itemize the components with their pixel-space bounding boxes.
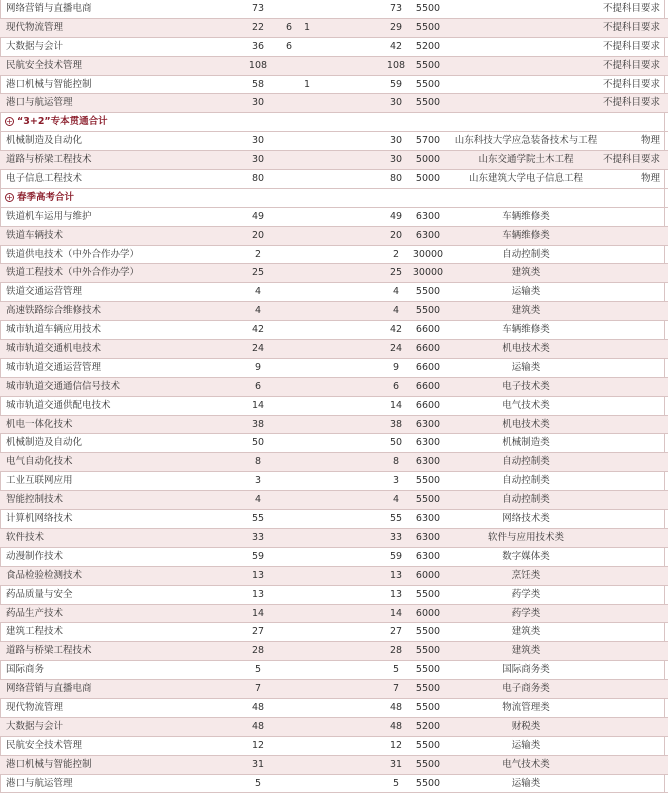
table-row (0, 264, 668, 283)
plan-count: 4 (392, 305, 400, 317)
plan-total: 31 (251, 758, 265, 770)
table-row (0, 321, 668, 340)
tuition-fee: 5500 (415, 59, 441, 71)
major-name: 城市轨道交通运营管理 (6, 361, 102, 373)
subject-requirement: 物理 (640, 173, 660, 185)
exam-category: 建筑类 (511, 305, 541, 317)
exam-category: 自动控制类 (502, 456, 550, 468)
extra-a: 6 (285, 40, 293, 52)
tuition-fee: 6300 (415, 513, 441, 525)
exam-category: 车辆维修类 (502, 324, 550, 336)
major-name: 港口与航运管理 (6, 97, 73, 109)
tuition-fee: 6300 (415, 456, 441, 468)
plan-total: 36 (251, 40, 265, 52)
major-name: 城市轨道交通供配电技术 (6, 399, 111, 411)
table-row (0, 94, 668, 113)
plan-count: 6 (392, 380, 400, 392)
table-row (0, 529, 668, 548)
exam-category: 电气技术类 (502, 758, 550, 770)
plan-total: 73 (251, 3, 265, 14)
tuition-fee: 30000 (412, 248, 444, 260)
plan-total: 25 (251, 267, 265, 279)
table-row (0, 642, 668, 661)
major-name: 道路与桥梁工程技术 (6, 645, 92, 657)
tuition-fee: 6600 (415, 380, 441, 392)
tuition-fee: 6300 (415, 229, 441, 241)
table-row (0, 586, 668, 605)
tuition-fee: 5500 (415, 683, 441, 695)
plan-count: 30 (389, 97, 403, 109)
plan-total: 2 (254, 248, 262, 260)
plan-count: 12 (389, 739, 403, 751)
subject-requirement: 不提科目要求 (602, 21, 660, 33)
plan-count: 28 (389, 645, 403, 657)
exam-category: 建筑类 (511, 267, 541, 279)
exam-category: 运输类 (511, 739, 541, 751)
tuition-fee: 5500 (415, 305, 441, 317)
plan-count: 33 (389, 531, 403, 543)
plan-total: 33 (251, 531, 265, 543)
table-row (0, 491, 668, 510)
plan-total: 42 (251, 324, 265, 336)
plan-total: 22 (251, 21, 265, 33)
exam-category: 建筑类 (511, 626, 541, 638)
exam-category: 运输类 (511, 286, 541, 298)
exam-category: 电子商务类 (502, 683, 550, 695)
exam-category: 物流管理类 (502, 701, 550, 713)
major-name: 高速铁路综合维修技术 (6, 305, 102, 317)
plan-count: 3 (392, 475, 400, 487)
plan-total: 27 (251, 626, 265, 638)
table-row (0, 340, 668, 359)
plan-total: 30 (251, 97, 265, 109)
major-name: 现代物流管理 (6, 21, 64, 33)
exam-category: 运输类 (511, 361, 541, 373)
major-name: 城市轨道车辆应用技术 (6, 324, 102, 336)
major-name: 智能控制技术 (6, 494, 64, 506)
table-row (0, 472, 668, 491)
exam-category: 网络技术类 (502, 513, 550, 525)
table-row (0, 246, 668, 265)
table-row (0, 57, 668, 76)
plan-count: 108 (386, 59, 406, 71)
plan-count: 5 (392, 777, 400, 789)
plan-total: 13 (251, 588, 265, 600)
major-name: 机械制造及自动化 (6, 437, 83, 449)
major-name: 大数据与会计 (6, 720, 64, 732)
major-name: 铁道工程技术（中外合作办学） (6, 267, 140, 279)
tuition-fee: 6300 (415, 531, 441, 543)
tuition-fee: 5500 (415, 78, 441, 90)
plan-total: 49 (251, 210, 265, 222)
table-row (0, 302, 668, 321)
major-name: 铁道交通运营管理 (6, 286, 83, 298)
plan-count: 48 (389, 701, 403, 713)
plan-count: 4 (392, 286, 400, 298)
table-row (0, 76, 668, 95)
plan-total: 59 (251, 550, 265, 562)
table-row (0, 378, 668, 397)
major-name: 网络营销与直播电商 (6, 3, 92, 14)
plan-count: 55 (389, 513, 403, 525)
table-row (0, 737, 668, 756)
plan-total: 38 (251, 418, 265, 430)
major-name: 城市轨道交通机电技术 (6, 343, 102, 355)
plan-total: 58 (251, 78, 265, 90)
tuition-fee: 5700 (415, 135, 441, 147)
extra-b: 1 (303, 21, 311, 33)
tuition-fee: 6600 (415, 343, 441, 355)
exam-category: 建筑类 (511, 645, 541, 657)
major-name: 机电一体化技术 (6, 418, 73, 430)
major-name: 港口机械与智能控制 (6, 758, 92, 770)
extra-a: 6 (285, 21, 293, 33)
plan-total: 9 (254, 361, 262, 373)
plan-total: 8 (254, 456, 262, 468)
major-name: 工业互联网应用 (6, 475, 73, 487)
plan-total: 14 (251, 607, 265, 619)
plan-count: 5 (392, 664, 400, 676)
plan-total: 6 (254, 380, 262, 392)
tuition-fee: 6600 (415, 399, 441, 411)
plan-total: 7 (254, 683, 262, 695)
extra-b: 1 (303, 78, 311, 90)
plan-total: 48 (251, 720, 265, 732)
plan-count: 13 (389, 569, 403, 581)
major-name: 铁道机车运用与维护 (6, 210, 92, 222)
table-row (0, 151, 668, 170)
major-name: 药品生产技术 (6, 607, 64, 619)
tuition-fee: 5500 (415, 645, 441, 657)
exam-category: 自动控制类 (502, 494, 550, 506)
major-name: 铁道车辆技术 (6, 229, 64, 241)
exam-category: 车辆维修类 (502, 229, 550, 241)
plan-count: 30 (389, 135, 403, 147)
plan-count: 20 (389, 229, 403, 241)
section-header-3plus2 (0, 113, 668, 132)
table-row (0, 775, 668, 794)
plan-total: 4 (254, 305, 262, 317)
table-row (0, 19, 668, 38)
plan-total: 14 (251, 399, 265, 411)
3plus2-rows-group (0, 132, 668, 189)
plan-count: 9 (392, 361, 400, 373)
tuition-fee: 5500 (415, 3, 441, 14)
exam-category: 药学类 (511, 588, 541, 600)
plan-count: 14 (389, 399, 403, 411)
exam-category: 数字媒体类 (502, 550, 550, 562)
table-row (0, 170, 668, 189)
table-row (0, 0, 668, 19)
major-name: 铁道供电技术（中外合作办学） (6, 248, 140, 260)
plan-total: 55 (251, 513, 265, 525)
plan-count: 27 (389, 626, 403, 638)
exam-category: 烹饪类 (511, 569, 541, 581)
table-row (0, 567, 668, 586)
major-name: 民航安全技术管理 (6, 59, 83, 71)
partner-school: 山东建筑大学电子信息工程 (468, 173, 583, 185)
exam-category: 自动控制类 (502, 475, 550, 487)
plan-count: 14 (389, 607, 403, 619)
subject-requirement: 不提科目要求 (602, 59, 660, 71)
subject-requirement: 不提科目要求 (602, 97, 660, 109)
tuition-fee: 30000 (412, 267, 444, 279)
major-name: 大数据与会计 (6, 40, 64, 52)
tuition-fee: 5500 (415, 475, 441, 487)
tuition-fee: 5500 (415, 21, 441, 33)
exam-category: 运输类 (511, 777, 541, 789)
table-row (0, 453, 668, 472)
tuition-fee: 6600 (415, 361, 441, 373)
major-name: 软件技术 (6, 531, 45, 543)
tuition-fee: 5200 (415, 40, 441, 52)
table-row (0, 208, 668, 227)
subject-requirement: 不提科目要求 (602, 154, 660, 166)
tuition-fee: 6300 (415, 418, 441, 430)
table-row (0, 605, 668, 624)
tuition-fee: 5500 (415, 758, 441, 770)
table-row (0, 283, 668, 302)
table-row (0, 397, 668, 416)
subject-requirement: 不提科目要求 (602, 3, 660, 14)
partner-school: 山东交通学院土木工程 (478, 154, 574, 166)
tuition-fee: 5500 (415, 286, 441, 298)
tuition-fee: 5500 (415, 588, 441, 600)
plan-count: 59 (389, 78, 403, 90)
plan-total: 20 (251, 229, 265, 241)
major-name: 国际商务 (6, 664, 45, 676)
tuition-fee: 6000 (415, 607, 441, 619)
tuition-fee: 5000 (415, 154, 441, 166)
major-name: 网络营销与直播电商 (6, 683, 92, 695)
major-name: 民航安全技术管理 (6, 739, 83, 751)
exam-category: 财税类 (511, 720, 541, 732)
major-name: 电子信息工程技术 (6, 173, 83, 185)
plan-count: 13 (389, 588, 403, 600)
tuition-fee: 5500 (415, 626, 441, 638)
major-name: 城市轨道交通通信信号技术 (6, 380, 121, 392)
table-row (0, 132, 668, 151)
table-row (0, 623, 668, 642)
plan-count: 80 (389, 173, 403, 185)
major-name: 建筑工程技术 (6, 626, 64, 638)
plan-count: 8 (392, 456, 400, 468)
major-name: 计算机网络技术 (6, 513, 73, 525)
exam-category: 国际商务类 (502, 664, 550, 676)
plan-count: 59 (389, 550, 403, 562)
plan-total: 5 (254, 777, 262, 789)
plan-count: 73 (389, 3, 403, 14)
spring-rows-group (0, 208, 668, 794)
subject-requirement: 不提科目要求 (602, 78, 660, 90)
plan-total: 80 (251, 173, 265, 185)
plan-count: 24 (389, 343, 403, 355)
plan-total: 13 (251, 569, 265, 581)
plan-total: 108 (248, 59, 268, 71)
plan-total: 30 (251, 154, 265, 166)
tuition-fee: 5000 (415, 173, 441, 185)
plan-total: 24 (251, 343, 265, 355)
plan-count: 2 (392, 248, 400, 260)
tuition-fee: 5500 (415, 97, 441, 109)
tuition-fee: 6600 (415, 324, 441, 336)
tuition-fee: 5500 (415, 664, 441, 676)
major-name: 港口与航运管理 (6, 777, 73, 789)
plan-count: 30 (389, 154, 403, 166)
tuition-fee: 5500 (415, 739, 441, 751)
tuition-fee: 6300 (415, 550, 441, 562)
plan-total: 12 (251, 739, 265, 751)
plan-total: 3 (254, 475, 262, 487)
plan-total: 28 (251, 645, 265, 657)
table-row (0, 680, 668, 699)
table-row (0, 434, 668, 453)
exam-category: 软件与应用技术类 (487, 531, 564, 543)
plan-count: 38 (389, 418, 403, 430)
exam-category: 电子技术类 (502, 380, 550, 392)
section-header-spring (0, 189, 668, 208)
exam-category: 电气技术类 (502, 399, 550, 411)
plan-count: 42 (389, 40, 403, 52)
subject-requirement: 物理 (640, 135, 660, 147)
table-row (0, 548, 668, 567)
plan-count: 31 (389, 758, 403, 770)
table-row (0, 699, 668, 718)
table-row (0, 416, 668, 435)
table-row (0, 756, 668, 775)
major-name: 港口机械与智能控制 (6, 78, 92, 90)
tuition-fee: 6300 (415, 210, 441, 222)
tuition-fee: 5500 (415, 777, 441, 789)
tuition-fee: 5500 (415, 701, 441, 713)
plan-count: 29 (389, 21, 403, 33)
plan-count: 4 (392, 494, 400, 506)
major-name: 道路与桥梁工程技术 (6, 154, 92, 166)
tuition-fee: 6300 (415, 437, 441, 449)
exam-category: 自动控制类 (502, 248, 550, 260)
partner-school: 山东科技大学应急装备技术与工程 (454, 135, 598, 147)
section-title: “3+2”专本贯通合计 (17, 116, 108, 128)
exam-category: 机械制造类 (502, 437, 550, 449)
section-title: 春季高考合计 (17, 191, 75, 203)
plus-circle-icon: + (6, 192, 13, 202)
plan-total: 5 (254, 664, 262, 676)
tuition-fee: 6000 (415, 569, 441, 581)
table-row (0, 359, 668, 378)
tuition-fee: 5500 (415, 494, 441, 506)
plan-count: 42 (389, 324, 403, 336)
major-name: 动漫制作技术 (6, 550, 64, 562)
plan-count: 48 (389, 720, 403, 732)
plan-total: 50 (251, 437, 265, 449)
major-name: 现代物流管理 (6, 701, 64, 713)
table-row (0, 661, 668, 680)
plan-total: 48 (251, 701, 265, 713)
major-name: 食品检验检测技术 (6, 569, 83, 581)
tuition-fee: 5200 (415, 720, 441, 732)
plan-total: 4 (254, 286, 262, 298)
subject-requirement: 不提科目要求 (602, 40, 660, 52)
major-name: 电气自动化技术 (6, 456, 73, 468)
plan-total: 4 (254, 494, 262, 506)
table-row (0, 227, 668, 246)
plan-count: 50 (389, 437, 403, 449)
major-name: 药品质量与安全 (6, 588, 73, 600)
exam-category: 机电技术类 (502, 418, 550, 430)
table-row (0, 718, 668, 737)
top-rows-group (0, 0, 668, 113)
exam-category: 机电技术类 (502, 343, 550, 355)
plan-count: 25 (389, 267, 403, 279)
plan-count: 7 (392, 683, 400, 695)
table-row (0, 510, 668, 529)
plan-count: 49 (389, 210, 403, 222)
plus-circle-icon: + (6, 117, 13, 127)
exam-category: 车辆维修类 (502, 210, 550, 222)
major-name: 机械制造及自动化 (6, 135, 83, 147)
plan-total: 30 (251, 135, 265, 147)
exam-category: 药学类 (511, 607, 541, 619)
table-row (0, 38, 668, 57)
